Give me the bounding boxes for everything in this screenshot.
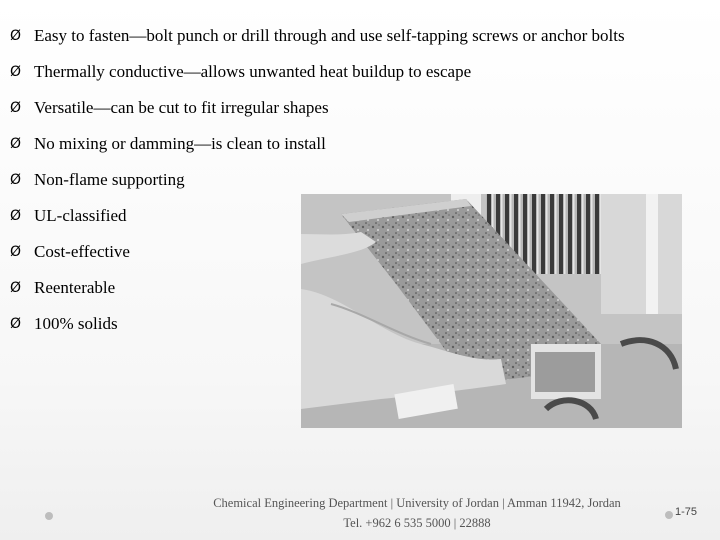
bullet-text: Easy to fasten—bolt punch or drill through and use self-tapping screws or anchor bolts — [34, 26, 625, 45]
arrow-bullet-icon: Ø — [10, 64, 22, 80]
bullet-text: Non-flame supporting — [34, 170, 185, 189]
page-number: 1-75 — [675, 506, 698, 518]
right-dot-icon — [665, 511, 673, 519]
bullet-item — [10, 90, 710, 126]
bullet-item — [10, 162, 710, 198]
bullet-item — [10, 126, 710, 162]
arrow-bullet-icon: Ø — [10, 280, 22, 296]
footer-phone: Tel. +962 6 535 5000 | 22888 — [343, 516, 491, 530]
product-photo — [301, 194, 682, 428]
bullet-text: Thermally conductive—allows unwanted heat buildup to escape — [34, 62, 472, 81]
bullet-item — [10, 18, 710, 54]
left-dot-icon — [45, 512, 53, 520]
bullet-text: UL-classified — [34, 206, 127, 225]
arrow-bullet-icon: Ø — [10, 172, 22, 188]
arrow-bullet-icon: Ø — [10, 100, 22, 116]
arrow-bullet-icon: Ø — [10, 316, 22, 332]
arrow-bullet-icon: Ø — [10, 208, 22, 224]
arrow-bullet-icon: Ø — [10, 244, 22, 260]
bullet-text: No mixing or damming—is clean to install — [34, 134, 326, 153]
footer — [186, 493, 648, 533]
bullet-text: 100% solids — [34, 314, 118, 333]
footer-address: Chemical Engineering Department | University of Jordan | Amman 11942, Jordan — [213, 496, 621, 510]
bullet-text: Versatile—can be cut to fit irregular shapes — [34, 98, 329, 117]
arrow-bullet-icon: Ø — [10, 136, 22, 152]
arrow-bullet-icon: Ø — [10, 28, 22, 44]
bullet-item — [10, 54, 710, 90]
bullet-text: Cost-effective — [34, 242, 130, 261]
bullet-text: Reenterable — [34, 278, 116, 297]
